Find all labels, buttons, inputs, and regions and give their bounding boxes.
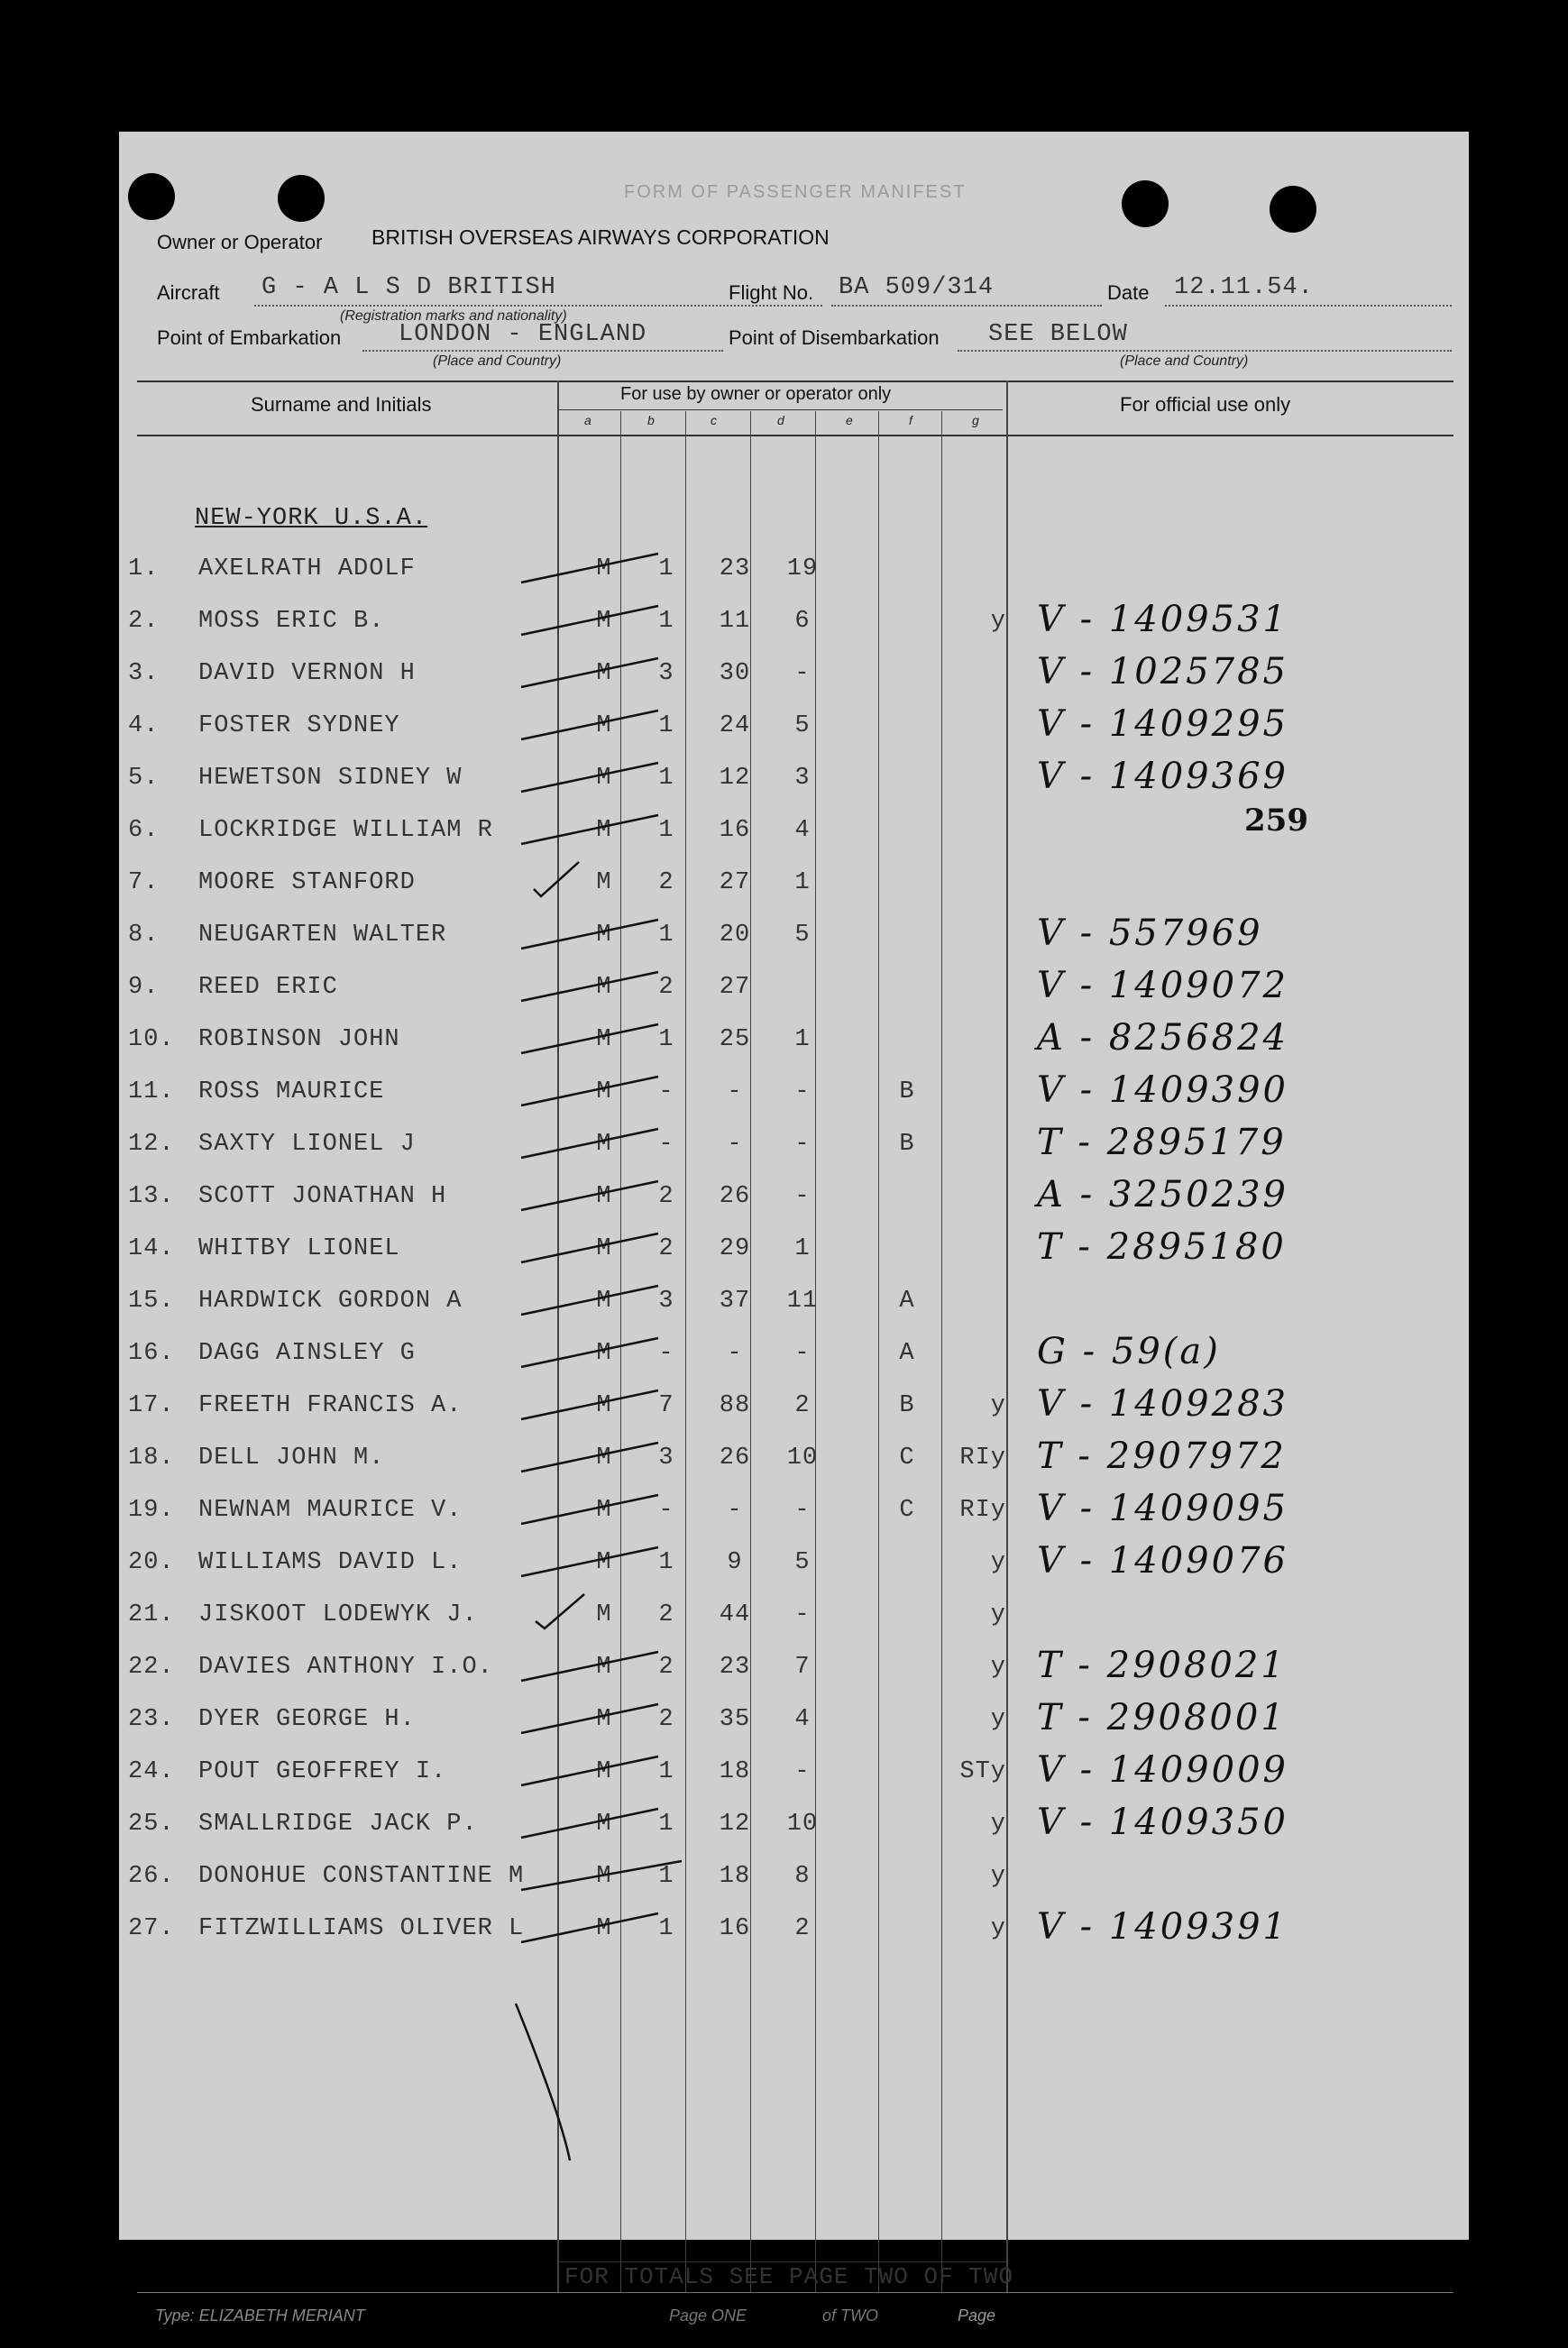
- passenger-name: MOORE STANFORD: [198, 869, 416, 896]
- flight-value: BA 509/314: [839, 274, 995, 301]
- col-b-value: 1: [658, 1863, 674, 1890]
- col-f-value: A: [899, 1340, 915, 1367]
- col-c-value: 23: [719, 555, 751, 582]
- tick-mark: [521, 972, 658, 1001]
- official-number: V - 1409369: [1037, 756, 1288, 797]
- col-f-value: A: [899, 1288, 915, 1315]
- official-number: T - 2895180: [1037, 1226, 1287, 1268]
- passenger-name: WHITBY LIONEL: [198, 1235, 400, 1262]
- form-header-faint: FORM OF PASSENGER MANIFEST: [624, 182, 967, 202]
- tick-mark: [521, 1443, 658, 1472]
- passenger-number: 9.: [128, 974, 160, 1001]
- tick-mark: [521, 815, 658, 844]
- col-c-value: -: [727, 1131, 743, 1158]
- flight-label: Flight No.: [729, 281, 814, 304]
- tick-mark: [521, 920, 658, 949]
- col-d-value: 3: [794, 765, 811, 792]
- col-c-value: 26: [719, 1183, 751, 1210]
- col-b-value: 1: [658, 1915, 674, 1942]
- passenger-number: 26.: [128, 1863, 175, 1890]
- disembark-value: SEE BELOW: [988, 321, 1128, 348]
- tick-mark: [521, 1704, 658, 1733]
- official-number: T - 2908001: [1037, 1697, 1287, 1738]
- passenger-number: 4.: [128, 712, 160, 739]
- passenger-name: SMALLRIDGE JACK P.: [198, 1811, 478, 1838]
- tick-mark: [521, 1181, 658, 1210]
- tick-mark: [521, 1547, 658, 1576]
- registration-note: (Registration marks and nationality): [340, 308, 567, 324]
- col-b-value: 2: [658, 1706, 674, 1733]
- col-d-value: 11: [786, 1288, 819, 1315]
- passenger-name: WILLIAMS DAVID L.: [198, 1549, 463, 1576]
- col-a-value: M: [596, 1549, 612, 1576]
- official-number: T - 2895179: [1037, 1122, 1287, 1163]
- disembark-label: Point of Disembarkation: [729, 326, 940, 349]
- passenger-number: 23.: [128, 1706, 175, 1733]
- passenger-number: 3.: [128, 660, 160, 687]
- passenger-name: DELL JOHN M.: [198, 1445, 385, 1472]
- col-b-value: 3: [658, 1288, 674, 1315]
- col-d-value: -: [794, 1758, 811, 1785]
- col-a-value: M: [596, 765, 612, 792]
- col-a-value: M: [596, 974, 612, 1001]
- passenger-name: DAVID VERNON H: [198, 660, 416, 687]
- official-number: V - 557969: [1037, 913, 1263, 954]
- col-a-value: M: [596, 1445, 612, 1472]
- official-number: V - 1409076: [1037, 1540, 1288, 1582]
- official-number: V - 1409095: [1037, 1488, 1288, 1529]
- passenger-number: 2.: [128, 608, 160, 635]
- date-label: Date: [1107, 281, 1150, 304]
- col-c-value: -: [727, 1078, 743, 1105]
- col-d-value: -: [794, 660, 811, 687]
- col-c-value: 26: [719, 1445, 751, 1472]
- col-a-value: M: [596, 1758, 612, 1785]
- sub-col-c: c: [711, 413, 717, 427]
- footer-type: Type: ELIZABETH MERIANT: [155, 2307, 365, 2325]
- col-d-value: -: [794, 1601, 811, 1628]
- col-f-value: B: [899, 1131, 915, 1158]
- col-a-value: M: [596, 1392, 612, 1419]
- tick-mark: [521, 1861, 682, 1890]
- sub-col-d: d: [777, 413, 784, 427]
- col-b-value: 1: [658, 1026, 674, 1053]
- col-f-value: C: [899, 1497, 915, 1524]
- passenger-name: HEWETSON SIDNEY W: [198, 765, 463, 792]
- col-a-value: M: [596, 1131, 612, 1158]
- col-a-value: M: [596, 1863, 612, 1890]
- manifest-page: [119, 132, 1469, 2325]
- stamp-number: 259: [1244, 803, 1308, 839]
- passenger-name: HARDWICK GORDON A: [198, 1288, 463, 1315]
- tick-mark: [534, 862, 579, 896]
- col-c-value: 37: [719, 1288, 751, 1315]
- date-value: 12.11.54.: [1174, 274, 1314, 301]
- col-d-value: -: [794, 1183, 811, 1210]
- tick-mark: [521, 711, 658, 739]
- col-g-value: STy: [959, 1758, 1006, 1785]
- footer-rule: [137, 2292, 1453, 2293]
- col-b-value: 1: [658, 817, 674, 844]
- passenger-name: DYER GEORGE H.: [198, 1706, 416, 1733]
- col-a-value: M: [596, 1811, 612, 1838]
- col-c-value: 16: [719, 817, 751, 844]
- col-b-value: 1: [658, 712, 674, 739]
- col-d-value: 4: [794, 1706, 811, 1733]
- passenger-number: 18.: [128, 1445, 175, 1472]
- tick-mark: [521, 763, 658, 792]
- col-surname-header: Surname and Initials: [251, 393, 432, 416]
- official-number: A - 3250239: [1037, 1174, 1288, 1215]
- passenger-number: 12.: [128, 1131, 175, 1158]
- col-b-value: 1: [658, 1549, 674, 1576]
- col-c-value: 27: [719, 869, 751, 896]
- col-c-value: 30: [719, 660, 751, 687]
- col-a-value: M: [596, 1915, 612, 1942]
- tick-mark: [521, 1390, 658, 1419]
- col-a-value: M: [596, 712, 612, 739]
- passenger-number: 19.: [128, 1497, 175, 1524]
- official-number: A - 8256824: [1037, 1017, 1288, 1059]
- col-c-value: -: [727, 1497, 743, 1524]
- passenger-name: ROSS MAURICE: [198, 1078, 385, 1105]
- passenger-name: DAGG AINSLEY G: [198, 1340, 416, 1367]
- col-c-value: 24: [719, 712, 751, 739]
- col-b-value: 7: [658, 1392, 674, 1419]
- col-g-value: y: [990, 1863, 1006, 1890]
- footer-of: of TWO: [822, 2307, 878, 2325]
- sub-col-b: b: [647, 413, 655, 427]
- passenger-name: ROBINSON JOHN: [198, 1026, 400, 1053]
- official-number: V - 1409072: [1037, 965, 1288, 1006]
- col-f-value: C: [899, 1445, 915, 1472]
- passenger-number: 27.: [128, 1915, 175, 1942]
- tick-mark: [521, 1756, 658, 1785]
- official-number: V - 1409391: [1037, 1906, 1288, 1948]
- official-number: V - 1409350: [1037, 1802, 1288, 1843]
- col-g-value: y: [990, 608, 1006, 635]
- col-d-value: 2: [794, 1915, 811, 1942]
- col-a-value: M: [596, 869, 612, 896]
- passenger-number: 21.: [128, 1601, 175, 1628]
- col-b-value: 1: [658, 555, 674, 582]
- col-a-value: M: [596, 1288, 612, 1315]
- long-stroke-mark: [516, 2004, 570, 2160]
- col-c-value: 29: [719, 1235, 751, 1262]
- tick-marks: [119, 132, 1469, 2240]
- passenger-number: 20.: [128, 1549, 175, 1576]
- col-a-value: M: [596, 1235, 612, 1262]
- passenger-name: MOSS ERIC B.: [198, 608, 385, 635]
- passenger-name: DAVIES ANTHONY I.O.: [198, 1654, 493, 1681]
- tick-mark: [521, 1495, 658, 1524]
- col-c-value: 88: [719, 1392, 751, 1419]
- col-c-value: 44: [719, 1601, 751, 1628]
- col-a-value: M: [596, 608, 612, 635]
- col-c-value: 20: [719, 922, 751, 949]
- tick-mark: [521, 554, 658, 582]
- col-a-value: M: [596, 817, 612, 844]
- col-b-value: 2: [658, 1601, 674, 1628]
- aircraft-value: G - A L S D BRITISH: [261, 274, 556, 301]
- col-c-value: 35: [719, 1706, 751, 1733]
- col-d-value: 5: [794, 922, 811, 949]
- col-a-value: M: [596, 660, 612, 687]
- tick-mark: [521, 1129, 658, 1158]
- col-d-value: 6: [794, 608, 811, 635]
- passenger-name: NEWNAM MAURICE V.: [198, 1497, 463, 1524]
- col-b-value: 2: [658, 974, 674, 1001]
- col-a-value: M: [596, 1078, 612, 1105]
- tick-mark: [521, 1652, 658, 1681]
- col-a-value: M: [596, 1183, 612, 1210]
- embark-label: Point of Embarkation: [157, 326, 342, 349]
- passenger-name: SAXTY LIONEL J: [198, 1131, 416, 1158]
- embark-value: LONDON - ENGLAND: [399, 321, 647, 348]
- col-b-value: -: [658, 1078, 674, 1105]
- col-g-value: y: [990, 1392, 1006, 1419]
- official-number: V - 1409283: [1037, 1383, 1288, 1425]
- col-f-value: B: [899, 1392, 915, 1419]
- col-d-value: -: [794, 1497, 811, 1524]
- tick-mark: [536, 1594, 584, 1628]
- col-g-value: RIy: [959, 1497, 1006, 1524]
- col-b-value: -: [658, 1340, 674, 1367]
- tick-mark: [521, 1286, 658, 1315]
- col-a-value: M: [596, 1340, 612, 1367]
- passenger-number: 22.: [128, 1654, 175, 1681]
- owner-value: BRITISH OVERSEAS AIRWAYS CORPORATION: [371, 225, 830, 249]
- passenger-name: REED ERIC: [198, 974, 338, 1001]
- passenger-number: 8.: [128, 922, 160, 949]
- col-c-value: 12: [719, 765, 751, 792]
- col-c-value: 9: [727, 1549, 743, 1576]
- passenger-number: 1.: [128, 555, 160, 582]
- col-c-value: 12: [719, 1811, 751, 1838]
- col-b-value: 2: [658, 1183, 674, 1210]
- col-d-value: 2: [794, 1392, 811, 1419]
- col-c-value: 27: [719, 974, 751, 1001]
- passenger-number: 5.: [128, 765, 160, 792]
- passenger-name: FREETH FRANCIS A.: [198, 1392, 463, 1419]
- col-official-header: For official use only: [1120, 393, 1291, 416]
- col-c-value: 11: [719, 608, 751, 635]
- passenger-name: FOSTER SYDNEY: [198, 712, 400, 739]
- col-d-value: 19: [786, 555, 819, 582]
- col-a-value: M: [596, 555, 612, 582]
- col-a-value: M: [596, 1654, 612, 1681]
- col-d-value: 1: [794, 1026, 811, 1053]
- col-b-value: 3: [658, 660, 674, 687]
- passenger-number: 15.: [128, 1288, 175, 1315]
- embark-note: (Place and Country): [433, 353, 562, 369]
- col-b-value: -: [658, 1497, 674, 1524]
- tick-mark: [521, 1024, 658, 1053]
- passenger-number: 14.: [128, 1235, 175, 1262]
- col-g-value: y: [990, 1654, 1006, 1681]
- col-g-value: y: [990, 1915, 1006, 1942]
- col-b-value: 1: [658, 922, 674, 949]
- tick-mark: [521, 1234, 658, 1262]
- passenger-number: 7.: [128, 869, 160, 896]
- tick-mark: [521, 658, 658, 687]
- col-c-value: -: [727, 1340, 743, 1367]
- col-b-value: -: [658, 1131, 674, 1158]
- official-number: V - 1409295: [1037, 703, 1288, 745]
- tick-mark: [521, 1913, 658, 1942]
- col-c-value: 23: [719, 1654, 751, 1681]
- passenger-name: JISKOOT LODEWYK J.: [198, 1601, 478, 1628]
- col-g-value: RIy: [959, 1445, 1006, 1472]
- col-b-value: 2: [658, 869, 674, 896]
- passenger-name: FITZWILLIAMS OLIVER L: [198, 1915, 525, 1942]
- col-d-value: 1: [794, 869, 811, 896]
- passenger-name: AXELRATH ADOLF: [198, 555, 416, 582]
- destination-heading: NEW-YORK U.S.A.: [195, 505, 428, 532]
- col-d-value: 10: [786, 1445, 819, 1472]
- col-d-value: 10: [786, 1811, 819, 1838]
- passenger-name: POUT GEOFFREY I.: [198, 1758, 447, 1785]
- col-g-value: y: [990, 1549, 1006, 1576]
- col-d-value: -: [794, 1340, 811, 1367]
- col-g-value: y: [990, 1706, 1006, 1733]
- footer-page-2: Page: [958, 2307, 996, 2325]
- official-number: V - 1409009: [1037, 1749, 1288, 1791]
- totals-note: FOR TOTALS SEE PAGE TWO OF TWO: [564, 2263, 1014, 2290]
- col-d-value: 1: [794, 1235, 811, 1262]
- owner-label: Owner or Operator: [157, 231, 323, 253]
- sub-col-a: a: [584, 413, 591, 427]
- official-number: T - 2907972: [1037, 1435, 1287, 1477]
- col-c-value: 25: [719, 1026, 751, 1053]
- passenger-name: DONOHUE CONSTANTINE M: [198, 1863, 525, 1890]
- col-a-value: M: [596, 1026, 612, 1053]
- sub-col-f: f: [909, 413, 912, 427]
- official-number: V - 1409390: [1037, 1069, 1288, 1111]
- col-a-value: M: [596, 1706, 612, 1733]
- col-b-value: 2: [658, 1235, 674, 1262]
- col-b-value: 1: [658, 608, 674, 635]
- official-number: T - 2908021: [1037, 1645, 1287, 1686]
- disembark-note: (Place and Country): [1120, 353, 1249, 369]
- col-d-value: 7: [794, 1654, 811, 1681]
- official-number: V - 1025785: [1037, 651, 1288, 692]
- passenger-name: SCOTT JONATHAN H: [198, 1183, 447, 1210]
- passenger-number: 11.: [128, 1078, 175, 1105]
- col-b-value: 3: [658, 1445, 674, 1472]
- sub-col-e: e: [846, 413, 853, 427]
- col-c-value: 16: [719, 1915, 751, 1942]
- footer-page: Page ONE: [669, 2307, 747, 2325]
- official-number: G - 59(a): [1037, 1331, 1221, 1372]
- tick-mark: [521, 1338, 658, 1367]
- passenger-number: 24.: [128, 1758, 175, 1785]
- tick-mark: [521, 606, 658, 635]
- col-a-value: M: [596, 1601, 612, 1628]
- passenger-number: 17.: [128, 1392, 175, 1419]
- col-owner-use-header: For use by owner or operator only: [620, 384, 892, 404]
- passenger-number: 16.: [128, 1340, 175, 1367]
- col-b-value: 1: [658, 1758, 674, 1785]
- col-d-value: -: [794, 1131, 811, 1158]
- col-a-value: M: [596, 1497, 612, 1524]
- official-number: V - 1409531: [1037, 599, 1288, 640]
- tick-mark: [521, 1077, 658, 1105]
- col-c-value: 18: [719, 1758, 751, 1785]
- col-d-value: 5: [794, 1549, 811, 1576]
- col-d-value: 4: [794, 817, 811, 844]
- passenger-number: 10.: [128, 1026, 175, 1053]
- totals-rule: [557, 2261, 1006, 2262]
- col-g-value: y: [990, 1811, 1006, 1838]
- col-d-value: 5: [794, 712, 811, 739]
- passenger-number: 13.: [128, 1183, 175, 1210]
- tick-mark: [521, 1809, 658, 1838]
- col-b-value: 1: [658, 765, 674, 792]
- passenger-name: LOCKRIDGE WILLIAM R: [198, 817, 493, 844]
- col-a-value: M: [596, 922, 612, 949]
- col-g-value: y: [990, 1601, 1006, 1628]
- col-b-value: 1: [658, 1811, 674, 1838]
- col-d-value: 8: [794, 1863, 811, 1890]
- col-c-value: 18: [719, 1863, 751, 1890]
- passenger-name: NEUGARTEN WALTER: [198, 922, 447, 949]
- col-d-value: -: [794, 1078, 811, 1105]
- col-b-value: 2: [658, 1654, 674, 1681]
- passenger-number: 25.: [128, 1811, 175, 1838]
- passenger-number: 6.: [128, 817, 160, 844]
- sub-col-g: g: [972, 413, 979, 427]
- col-f-value: B: [899, 1078, 915, 1105]
- aircraft-label: Aircraft: [157, 281, 220, 304]
